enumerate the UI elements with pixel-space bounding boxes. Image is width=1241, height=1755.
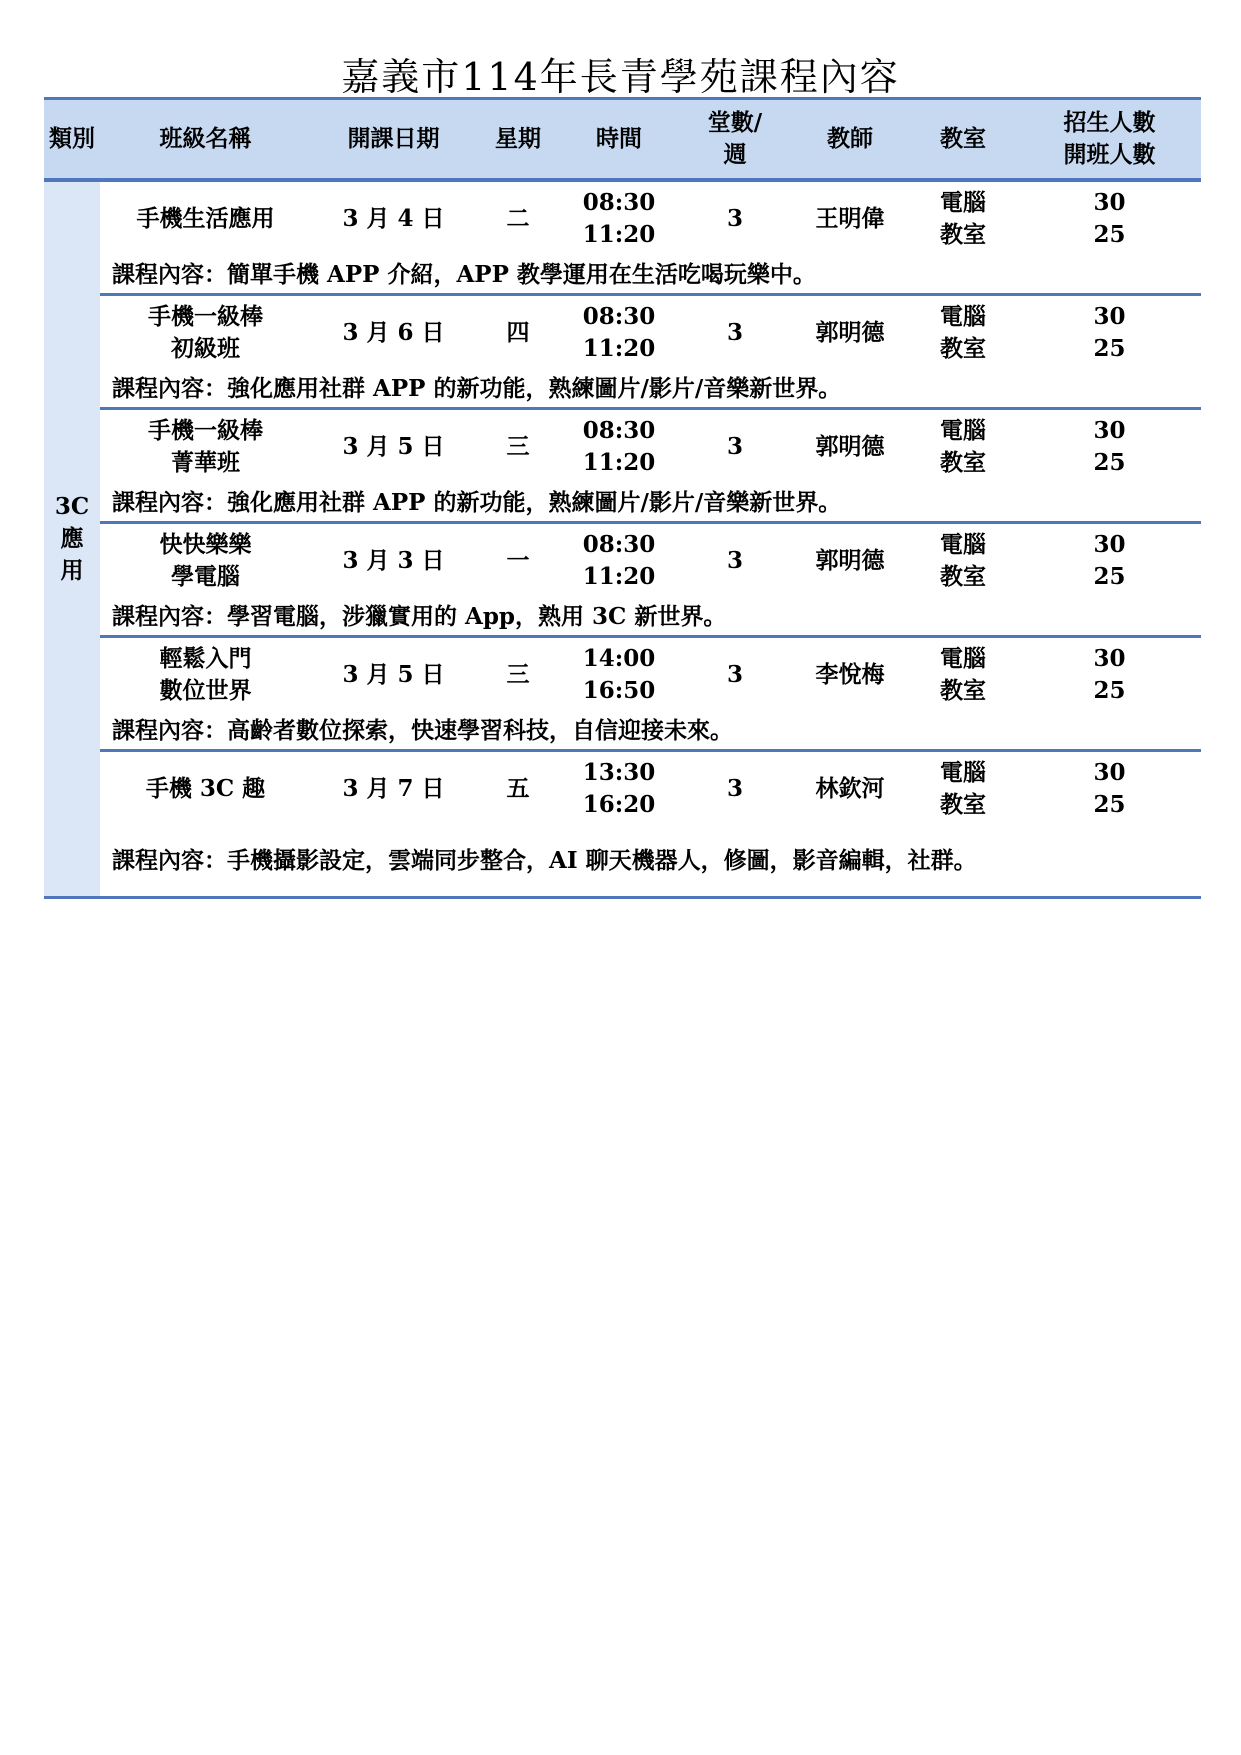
class-name: 輕鬆入門 數位世界 [159,645,252,704]
course-description-row [44,256,1201,295]
header-start-date: 開課日期 [311,99,476,181]
course-description-row [44,484,1201,523]
category-cell: 3C 應 用 [44,180,100,898]
header-capacity: 招生人數 開班人數 [1018,99,1201,181]
start-date: 3 月 5 日 [342,433,445,460]
header-weekday: 星期 [476,99,560,181]
time: 13:30 16:20 [582,759,656,818]
course-table [44,97,1201,899]
start-date: 3 月 6 日 [342,319,445,346]
header-teacher: 教師 [792,99,908,181]
classroom: 電腦 教室 [940,303,986,362]
header-classroom: 教室 [908,99,1018,181]
class-name: 手機生活應用 [136,205,275,232]
course-description: 課程內容：強化應用社群 APP 的新功能，熟練圖片/影片/音樂新世界。 [112,374,842,402]
weekday: 五 [506,775,530,802]
weekday: 三 [506,661,530,688]
time: 14:00 16:50 [582,645,656,704]
time: 08:30 11:20 [582,303,656,362]
time: 08:30 11:20 [582,417,656,476]
capacity: 30 25 [1093,303,1126,362]
teacher: 林欽河 [815,775,885,802]
teacher: 郭明德 [815,433,885,460]
class-name: 手機 3C 趣 [145,775,266,802]
capacity: 30 25 [1093,531,1126,590]
weekday: 四 [506,319,530,346]
course-description: 課程內容：簡單手機 APP 介紹，APP 教學運用在生活吃喝玩樂中。 [112,260,816,288]
start-date: 3 月 4 日 [342,205,445,232]
teacher: 郭明德 [815,319,885,346]
course-description-row [44,598,1201,637]
header-category: 類別 [44,99,100,181]
capacity: 30 25 [1093,417,1126,476]
header-time: 時間 [560,99,678,181]
sessions: 3 [726,433,743,460]
start-date: 3 月 5 日 [342,661,445,688]
class-name: 快快樂樂 學電腦 [159,531,252,590]
class-name: 手機一級棒 菁華班 [148,417,263,476]
course-row [44,295,1201,371]
teacher: 李悅梅 [815,661,885,688]
time: 08:30 11:20 [582,531,656,590]
course-description: 課程內容：學習電腦，涉獵實用的 App，熟用 3C 新世界。 [112,602,727,630]
start-date: 3 月 7 日 [342,775,445,802]
start-date: 3 月 3 日 [342,547,445,574]
course-description: 課程內容：手機攝影設定，雲端同步整合，AI 聊天機器人，修圖，影音編輯，社群。 [112,847,977,874]
course-row [44,409,1201,485]
teacher: 郭明德 [815,547,885,574]
course-row [44,180,1201,256]
classroom: 電腦 教室 [940,531,986,590]
time: 08:30 11:20 [582,189,656,248]
sessions: 3 [726,205,743,232]
class-name: 手機一級棒 初級班 [148,303,263,362]
sessions: 3 [726,319,743,346]
table-header-row [44,99,1201,181]
classroom: 電腦 教室 [940,417,986,476]
course-row [44,523,1201,599]
weekday: 二 [506,205,530,232]
sessions: 3 [726,775,743,802]
course-description-row [44,826,1201,898]
weekday: 一 [506,547,530,574]
course-description: 課程內容：高齡者數位探索，快速學習科技，自信迎接未來。 [112,716,733,744]
capacity: 30 25 [1093,189,1126,248]
capacity: 30 25 [1093,645,1126,704]
course-row [44,751,1201,827]
sessions: 3 [726,661,743,688]
sessions: 3 [726,547,743,574]
course-description-row [44,712,1201,751]
header-sessions: 堂數/ 週 [678,99,792,181]
header-class-name: 班級名稱 [100,99,311,181]
classroom: 電腦 教室 [940,759,986,818]
course-description-row [44,370,1201,409]
classroom: 電腦 教室 [940,645,986,704]
classroom: 電腦 教室 [940,189,986,248]
capacity: 30 25 [1093,759,1126,818]
weekday: 三 [506,433,530,460]
page-title: 嘉義市114年長青學苑課程內容 [341,55,900,99]
course-row [44,637,1201,713]
teacher: 王明偉 [815,205,885,232]
course-description: 課程內容：強化應用社群 APP 的新功能，熟練圖片/影片/音樂新世界。 [112,488,842,516]
